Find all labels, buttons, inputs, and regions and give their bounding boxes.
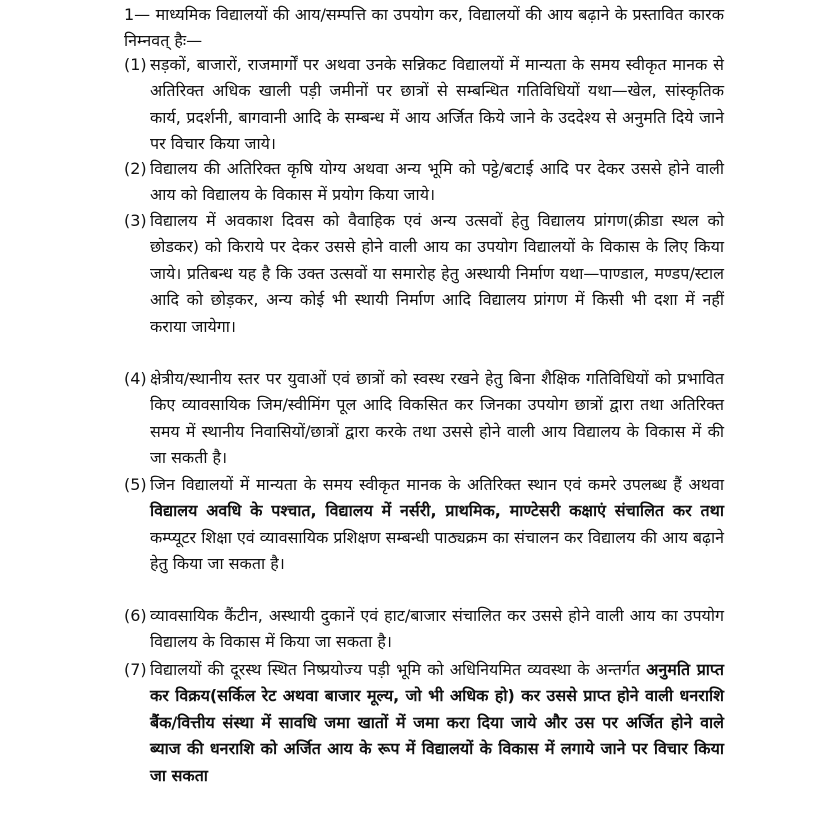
list-item-2: [124, 156, 724, 209]
list-item-7: [124, 657, 724, 789]
item-number: (1): [124, 55, 147, 74]
item-text-bold: विद्यालय अवधि के पश्चात, विद्यालय में नर्सरी, प्राथमिक, माण्टेसरी कक्षाएं संचालित कर तथा: [150, 501, 724, 521]
item-number: (7): [124, 660, 147, 679]
item-text: विद्यालय की अतिरिक्त कृषि योग्य अथवा अन्य भूमि को पट्टे/बटाई आदि पर देकर उससे होने वाली आय को विद्यालय के विकास में प्रयोग किया जाये।: [150, 159, 724, 205]
item-number: (4): [124, 369, 147, 388]
list-item-4: [124, 366, 724, 472]
item-text-regular: जिन विद्यालयों में मान्यता के समय स्वीकृत मानक के अतिरिक्त स्थान एवं कमरे उपलब्ध हैं अथवा: [150, 475, 724, 494]
item-text: क्षेत्रीय/स्थानीय स्तर पर युवाओं एवं छात्रों को स्वस्थ रखने हेतु बिना शैक्षिक गतिविधियों को प्रभावित किए व्यावसायिक जिम/स्वीमिंग पूल आदि विकसित कर जिनका उपयोग छात्रों द्वारा तथा अतिरिक्त समय में स्थानीय निवासियों/छात्रों द्वारा करके तथा उससे होने वाली आय विद्यालय के विकास में की जा सकती है।: [150, 369, 724, 468]
item-number: (2): [124, 159, 147, 178]
item-text-regular: विद्यालयों की दूरस्थ स्थित निष्प्रयोज्य पड़ी भूमि को अधिनियमित व्यवस्था के अन्तर्गत: [150, 660, 647, 679]
item-text-regular: कम्प्यूटर शिक्षा एवं व्यावसायिक प्रशिक्षण सम्बन्धी पाठ्यक्रम का संचालन कर विद्यालय की आय बढ़ाने हेतु किया जा सकता है।: [150, 527, 724, 574]
item-text-bold: अनुमति प्राप्त कर विक्रय(सर्किल रेट अथवा बाजार मूल्य, जो भी अधिक हो) कर उससे प्राप्त होने वाली धनराशि बैंक/वित्तीय संस्था में सावधि जमा खातों में जमा करा दिया जाये और उस पर अर्जित होने वाले ब्याज की धनराशि को अर्जित आय के रूप में विद्यालयों के विकास में लगाये जाने पर विचार किया जा सकता: [150, 660, 724, 785]
item-number: (6): [124, 606, 147, 625]
item-text: व्यावसायिक कैंटीन, अस्थायी दुकानें एवं हाट/बाजार संचालित कर उससे होने वाली आय का उपयोग विद्यालय के विकास में किया जा सकता है।: [150, 606, 724, 652]
list-item-6: [124, 603, 724, 656]
list-item-5: [124, 472, 724, 578]
item-text: [150, 472, 724, 578]
list-item-1: [124, 52, 724, 158]
list-item-3: [124, 208, 724, 340]
item-text: [150, 657, 724, 789]
item-number: (5): [124, 475, 147, 494]
item-text: सड़कों, बाजारों, राजमार्गों पर अथवा उनके सन्निकट विद्यालयों में मान्यता के समय स्वीकृत मानक से अतिरिक्त अधिक खाली पड़ी जमीनों पर छात्रों से सम्बन्धित गतिविधियों यथा—खेल, सांस्कृतिक कार्य, प्रदर्शनी, बागवानी आदि के सम्बन्ध में आय अर्जित किये जाने के उददेश्य से अनुमति दिये जाने पर विचार किया जाये।: [150, 55, 724, 154]
item-number: (3): [124, 211, 147, 230]
section-heading: 1— माध्यमिक विद्यालयों की आय/सम्पत्ति का उपयोग कर, विद्यालयों की आय बढ़ाने के प्रस्तावित कारक निम्नवत् हैः—: [124, 5, 724, 50]
item-text: विद्यालय में अवकाश दिवस को वैवाहिक एवं अन्य उत्सवों हेतु विद्यालय प्रांगण(क्रीडा स्थल को छोडकर) को किराये पर देकर उससे होने वाली आय का उपयोग विद्यालयों के विकास के लिए किया जाये। प्रतिबन्ध यह है कि उक्त उत्सवों या समारोह हेतु अस्थायी निर्माण यथा—पाण्डाल, मण्डप/स्टाल आदि को छोड़कर, अन्य कोई भी स्थायी निर्माण आदि विद्यालय प्रांगण में किसी भी दशा में नहीं कराया जायेगा।: [150, 211, 724, 336]
